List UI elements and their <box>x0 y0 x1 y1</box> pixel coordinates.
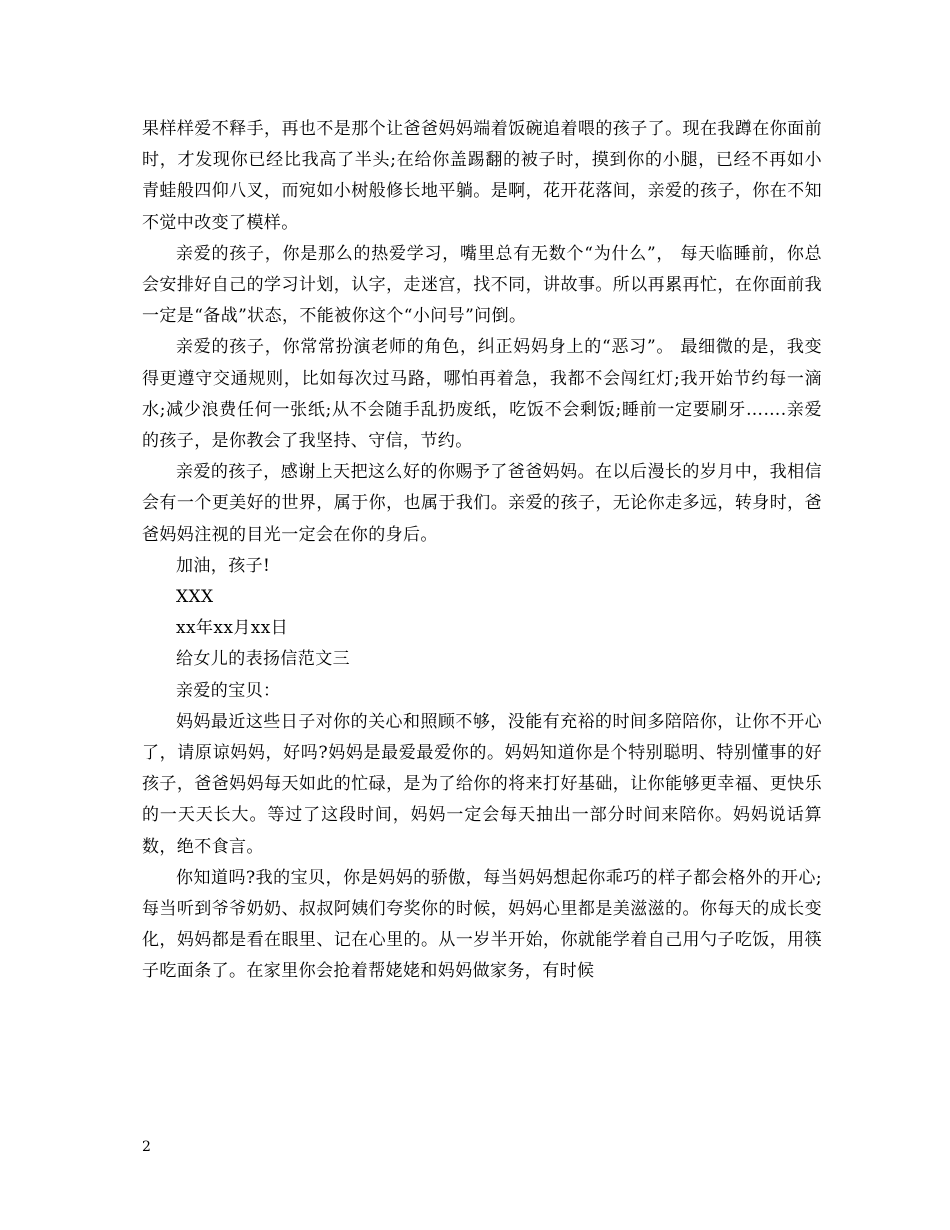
date-line: xx年xx月xx日 <box>176 618 289 639</box>
paragraph-4: 亲爱的孩子，感谢上天把这么好的你赐予了爸爸妈妈。在以后漫长的岁月中，我相信会有一个更美好的世界，属于你，也属于我们。亲爱的孩子，无论你走多远，转身时，爸爸妈妈注视的目光一定会在你的身后。 <box>142 462 822 545</box>
page-number: 2 <box>142 1139 151 1155</box>
salutation: 亲爱的宝贝： <box>176 680 281 701</box>
signature: XXX <box>176 587 214 608</box>
closing-line: 加油，孩子! <box>176 555 271 576</box>
paragraph-1-continued: 果样样爱不释手，再也不是那个让爸爸妈妈端着饭碗追着喂的孩子了。现在我蹲在你面前时，才发现你已经比我高了半头;在给你盖踢翻的被子时，摸到你的小腿，已经不再如小青蛙般四仰八叉，而宛如小树般修长地平躺。是啊，花开花落间，亲爱的孩子，你在不知不觉中改变了模样。 <box>142 119 822 233</box>
section-title: 给女儿的表扬信范文三 <box>176 649 350 670</box>
paragraph-3: 亲爱的孩子，你常常扮演老师的角色，纠正妈妈身上的“恶习”。 最细微的是，我变得更遵守交通规则，比如每次过马路，哪怕再着急，我都不会闯红灯;我开始节约每一滴水;减少浪费任何一张纸;从不会随手乱扔废纸，吃饭不会剩饭;睡前一定要刷牙…….亲爱的孩子，是你教会了我坚持、守信，节约。 <box>142 337 822 452</box>
paragraph-6: 你知道吗?我的宝贝，你是妈妈的骄傲，每当妈妈想起你乖巧的样子都会格外的开心;每当听到爷爷奶奶、叔叔阿姨们夸奖你的时候，妈妈心里都是美滋滋的。你每天的成长变化，妈妈都是看在眼里、记在心里的。从一岁半开始，你就能学着自己用勺子吃饭，用筷子吃面条了。在家里你会抢着帮姥姥和妈妈做家务，有时候 <box>142 867 822 982</box>
document-body <box>142 114 822 988</box>
paragraph-5: 妈妈最近这些日子对你的关心和照顾不够，没能有充裕的时间多陪陪你，让你不开心了，请原谅妈妈，好吗?妈妈是最爱最爱你的。妈妈知道你是个特别聪明、特别懂事的好孩子，爸爸妈妈每天如此的忙碌，是为了给你的将来打好基础，让你能够更幸福、更快乐的一天天长大。等过了这段时间，妈妈一定会每天抽出一部分时间来陪你。妈妈说话算数，绝不食言。 <box>142 711 822 857</box>
paragraph-2: 亲爱的孩子，你是那么的热爱学习，嘴里总有无数个“为什么”， 每天临睡前，你总会安排好自己的学习计划，认字，走迷宫，找不同，讲故事。所以再累再忙，在你面前我一定是“备战”状态，不能被你这个“小问号”问倒。 <box>142 243 822 327</box>
